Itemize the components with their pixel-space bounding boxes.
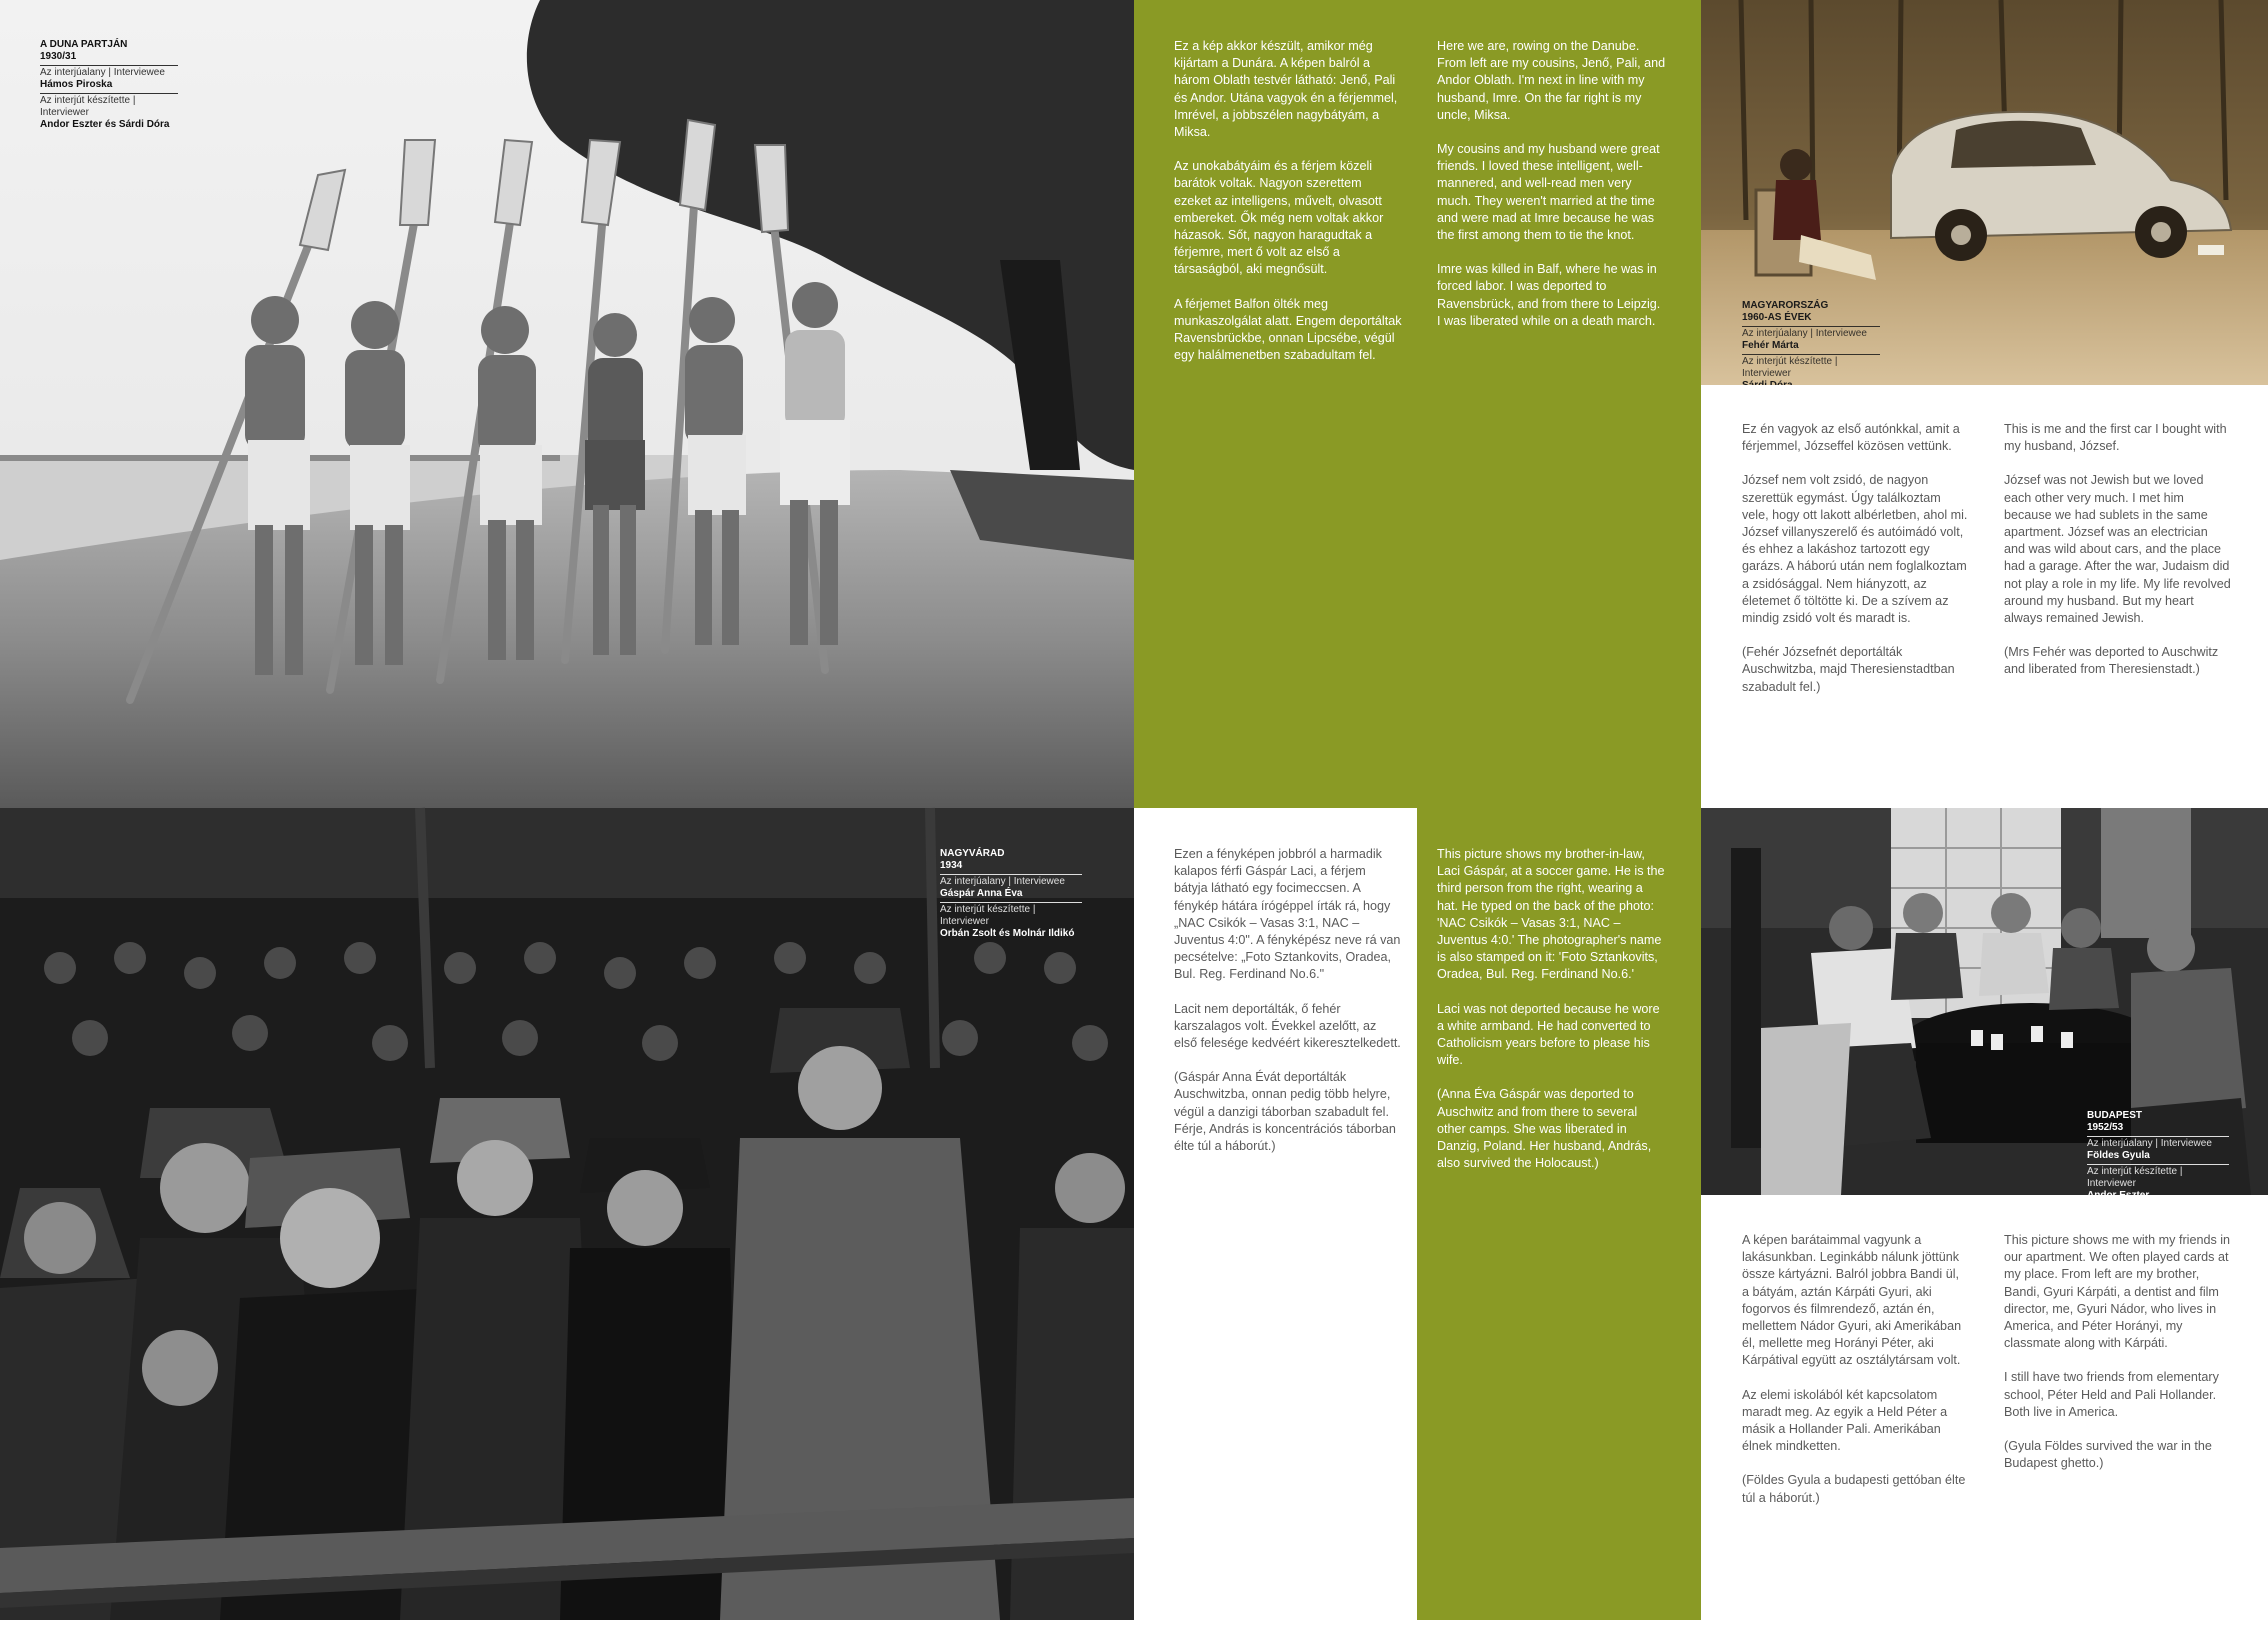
story-panel-cards — [1701, 1195, 2268, 1620]
story-panel-soccer-hungarian — [1134, 808, 1417, 1620]
paragraph: My cousins and my husband were great friends. I loved these intelligent, well-mannered, and well-read men very much. They weren't married at the time and were mad at Imre because he was the first among them to tie the knot. — [1437, 142, 1660, 243]
paragraph: Here we are, rowing on the Danube. From left are my cousins, Jenő, Pali, and Andor Oblath. I'm next in line with my husband, Imre. On the far right is my uncle, Miksa. — [1437, 39, 1666, 122]
paragraph: (Földes Gyula a budapesti gettóban élte túl a háborút.) — [1742, 1473, 1966, 1505]
story-rowers-hungarian — [1174, 38, 1402, 381]
photo-rowers-danube — [0, 0, 1134, 808]
story-panel-car — [1701, 385, 2268, 808]
paragraph: Ez a kép akkor készült, amikor még kijártam a Dunára. A képen balról a három Oblath testvér látható: Jenő, Pali és Andor. Utána vagyok én a férjemmel, Imrével, a jobbszélen nagybátyám, a Miksa. — [1174, 39, 1398, 140]
story-panel-rowers — [1134, 0, 1701, 808]
caption-interviewee: Földes Gyula — [2087, 1150, 2150, 1161]
caption-place: A DUNA PARTJÁN — [40, 39, 128, 50]
story-panel-soccer-english — [1417, 808, 1701, 1620]
paragraph: József was not Jewish but we loved each other very much. I met him because we had sublets in the same apartment. József was an electrician and was wild about cars, and the place had a garage. After the war, Judaism did not play a role in my life. My life revolved around my husband. But my heart always remained Jewish. — [2004, 473, 2231, 626]
paragraph: (Fehér Józsefnét deportálták Auschwitzba, majd Theresienstadtban szabadult fel.) — [1742, 645, 1955, 694]
caption-interviewer-label: Az interjút készítette | Interviewer — [40, 93, 178, 119]
paragraph: (Mrs Fehér was deported to Auschwitz and liberated from Theresienstadt.) — [2004, 645, 2219, 677]
caption-interviewee-label: Az interjúalany | Interviewee — [940, 874, 1082, 888]
paragraph: Az elemi iskolából két kapcsolatom maradt meg. Az egyik a Held Péter a másik a Hollander Pali. Amerikában élnek mindketten. — [1742, 1387, 1948, 1454]
paragraph: Ezen a fényképen jobbról a harmadik kalapos férfi Gáspár Laci, a férjem bátyja látható egy focimeccsen. A fénykép hátára írógéppel írták rá, hogy „NAC Csikók – Vasas 3:1, NAC – Juventus 4:0". A fényképész neve rá van pecsételve: „Foto Sztankovits, Oradea, Bul. Reg. Ferdinand No.6." — [1174, 847, 1401, 982]
caption-interviewer-label: Az interjút készítette | Interviewer — [2087, 1164, 2229, 1190]
story-car-english — [2004, 421, 2232, 696]
story-cards-hungarian — [1742, 1232, 1969, 1524]
paragraph: (Gyula Földes survived the war in the Budapest ghetto.) — [2004, 1439, 2212, 1471]
caption-interviewee: Hámos Piroska — [40, 79, 113, 90]
paragraph: Lacit nem deportálták, ő fehér karszalagos volt. Évekkel azelőtt, az első felesége kedvéért kikeresztelkedett. — [1174, 1001, 1401, 1051]
caption-interviewer-label: Az interjút készítette | Interviewer — [940, 902, 1082, 928]
paragraph: Ez én vagyok az első autónkkal, amit a férjemmel, Józseffel közösen vettünk. — [1742, 422, 1960, 454]
caption-soccer — [940, 848, 1082, 940]
paragraph: Imre was killed in Balf, where he was in forced labor. I was deported to Ravensbrück, and from there to Leipzig. I was liberated while on a death march. — [1437, 262, 1661, 328]
story-soccer-english — [1437, 846, 1667, 1189]
caption-year: 1934 — [940, 860, 963, 871]
paragraph: A képen barátaimmal vagyunk a lakásunkban. Leginkább nálunk jöttünk össze kártyázni. Balról jobbra Bandi ül, a bátyám, aztán Kárpáti Gyuri, aki fogorvos és filmrendező, aztán én, mellettem Nádor Gyuri, aki Amerikában él, mellette meg Horányi Péter, aki Kárpátival együtt az osztálytársam volt. — [1742, 1233, 1962, 1368]
paragraph: (Gáspár Anna Évát deportálták Auschwitzba, onnan pedig több helyre, végül a danzigi táborban szabadult fel. Férje, András is koncentrációs táborban élte túl a háborút.) — [1174, 1070, 1396, 1154]
caption-interviewer: Andor Eszter és Sárdi Dóra — [40, 119, 170, 130]
caption-interviewee-label: Az interjúalany | Interviewee — [40, 65, 178, 79]
paragraph: This is me and the first car I bought with my husband, József. — [2004, 422, 2227, 454]
caption-interviewee: Fehér Márta — [1742, 340, 1799, 351]
story-soccer-hungarian — [1174, 846, 1402, 1172]
caption-car — [1742, 300, 1880, 392]
caption-year: 1960-AS ÉVEK — [1742, 312, 1812, 323]
paragraph: A férjemet Balfon ölték meg munkaszolgálat alatt. Engem deportáltak Ravensbrückbe, onnan Lipcsébe, végül egy halálmenetben szabadultam fel. — [1174, 296, 1402, 363]
story-rowers-english — [1437, 38, 1667, 347]
caption-interviewee-label: Az interjúalany | Interviewee — [1742, 326, 1880, 340]
story-car-hungarian — [1742, 421, 1969, 713]
caption-interviewer: Orbán Zsolt és Molnár Ildikó — [940, 928, 1075, 939]
caption-year: 1952/53 — [2087, 1122, 2124, 1133]
paragraph: This picture shows me with my friends in our apartment. We often played cards at my place. From left are my brother, Bandi, Gyuri Kárpáti, a dentist and film director, me, Gyuri Nádor, who lives in America, and Péter Horányi, my classmate along with Kárpáti. — [2004, 1233, 2231, 1351]
caption-year: 1930/31 — [40, 51, 77, 62]
paragraph: (Anna Éva Gáspár was deported to Auschwitz and from there to several other camps. She was liberated in Danzig, Poland. Her husband, András, also survived the Holocaust.) — [1437, 1087, 1652, 1171]
caption-cards — [2087, 1110, 2229, 1202]
caption-interviewee-label: Az interjúalany | Interviewee — [2087, 1136, 2229, 1150]
photo-woman-car — [1701, 0, 2268, 385]
story-cards-english — [2004, 1232, 2232, 1489]
caption-place: MAGYARORSZÁG — [1742, 300, 1829, 311]
caption-place: BUDAPEST — [2087, 1110, 2143, 1121]
photo-soccer-crowd — [0, 808, 1134, 1620]
caption-interviewer-label: Az interjút készítette | Interviewer — [1742, 354, 1880, 380]
paragraph: Az unokabátyáim és a férjem közeli barátok voltak. Nagyon szerettem ezeket az intelligens, művelt, olvasott embereket. Ők még nem voltak akkor házasok. Sőt, nagyon haragudtak a férjemre, mert ő volt az első a társaságból, aki megnősült. — [1174, 159, 1384, 277]
photo-card-players — [1701, 808, 2268, 1195]
caption-rowers — [40, 39, 178, 131]
paragraph: This picture shows my brother-in-law, Laci Gáspár, at a soccer game. He is the third person from the right, wearing a hat. He typed on the back of the photo: 'NAC Csikók – Vasas 3:1, NAC – Juventus 4:0.' The photographer's name is also stamped on it: 'Foto Sztankovits, Oradea, Bul. Reg. Ferdinand No.6.' — [1437, 847, 1665, 982]
paragraph: I still have two friends from elementary school, Péter Held and Pali Hollander. Both live in America. — [2004, 1370, 2219, 1419]
caption-interviewee: Gáspár Anna Éva — [940, 888, 1023, 899]
caption-place: NAGYVÁRAD — [940, 848, 1005, 859]
paragraph: József nem volt zsidó, de nagyon szerettük egymást. Úgy találkoztam vele, hogy ott lakott albérletben, ahol mi. József villanyszerelő és autóimádó volt, és ehhez a lakáshoz tartozott egy garázs. A háború után nem foglalkoztam a zsidósággal. Nem hiányzott, az életemet ő töltötte ki. De a szívem az mindig zsidó volt és maradt is. — [1742, 473, 1968, 626]
paragraph: Laci was not deported because he wore a white armband. He had converted to Catholicism years before to please his wife. — [1437, 1001, 1660, 1068]
